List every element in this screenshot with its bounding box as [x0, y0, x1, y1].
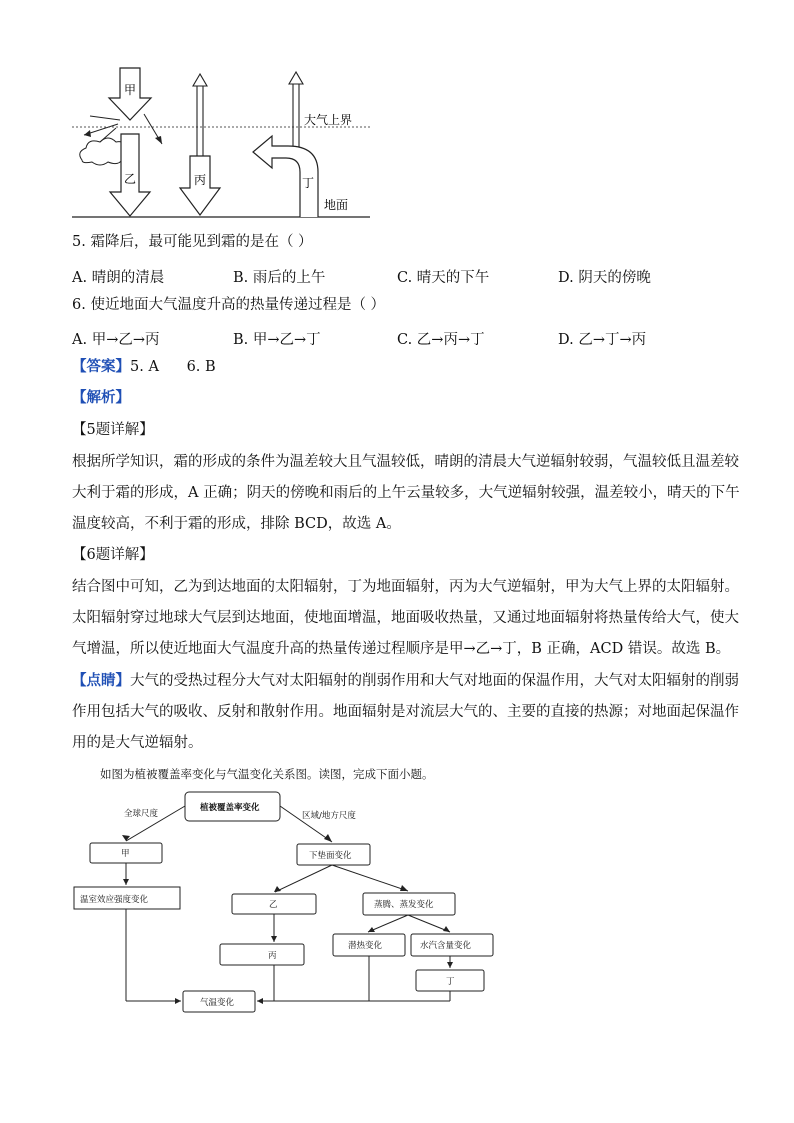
ding-label: 丁: [302, 176, 315, 190]
box-bing: [220, 944, 304, 965]
detail6-line: 气增温，所以使近地面大气温度升高的热量传递过程顺序是甲→乙→丁，B 正确，ACD 错误。故选 B。: [72, 641, 731, 657]
detail6-line: 太阳辐射穿过地球大气层到达地面，使地面增温，地面吸收热量，又通过地面辐射将热量传给大气，使大: [72, 610, 739, 626]
label-evapotranspiration: 蒸腾、蒸发变化: [374, 900, 434, 910]
label-yi: 乙: [269, 900, 278, 910]
answer-text: 5. A 6. B: [130, 359, 216, 375]
atmosphere-heating-diagram: [60, 60, 390, 225]
label-global-scale: 全球尺度: [124, 809, 159, 819]
detail6-heading: 【6题详解】: [72, 547, 154, 563]
q6-option-a[interactable]: A. 甲→乙→丙: [72, 332, 160, 348]
jia-label: 甲: [124, 83, 137, 97]
analysis-tag: 【解析】: [72, 389, 130, 406]
q6-option-d[interactable]: D. 乙→丁→丙: [558, 332, 647, 348]
tip-text: 大气的受热过程分大气对太阳辐射的削弱作用和大气对地面的保温作用，大气对太阳辐射的削弱: [130, 673, 739, 689]
intro-text: 如图为植被覆盖率变化与气温变化关系图。读图，完成下面小题。: [100, 767, 434, 781]
yi-label: 乙: [124, 172, 137, 186]
detail5-heading: 【5题详解】: [72, 422, 154, 438]
answer-line: [72, 359, 216, 375]
q5-option-a[interactable]: A. 晴朗的清晨: [72, 270, 165, 286]
bing-label: 丙: [194, 173, 207, 187]
cloud-shape: [80, 138, 127, 165]
label-greenhouse: 温室效应强度变化: [80, 895, 149, 905]
ground-label: 地面: [324, 198, 349, 212]
detail6-line: 结合图中可知，乙为到达地面的太阳辐射，丁为地面辐射，丙为大气逆辐射，甲为大气上界的太阳辐射。: [72, 579, 739, 595]
label-jia: 甲: [121, 849, 130, 859]
label-temperature: 气温变化: [200, 998, 235, 1008]
label-water-vapor: 水汽含量变化: [420, 941, 472, 951]
q6-stem: 6. 使近地面大气温度升高的热量传递过程是（ ）: [72, 297, 386, 313]
detail5-line: 温度较高，不利于霜的形成，排除 BCD，故选 A。: [72, 516, 401, 532]
label-regional-scale: 区域/地方尺度: [302, 811, 356, 821]
q5-option-c[interactable]: C. 晴天的下午: [397, 270, 490, 286]
label-underlying-surface: 下垫面变化: [309, 851, 352, 861]
label-vegetation-change: 植被覆盖率变化: [200, 803, 260, 813]
upper-boundary-label: 大气上界: [304, 113, 353, 127]
q5-option-d[interactable]: D. 阴天的傍晚: [558, 270, 651, 286]
q6-option-c[interactable]: C. 乙→丙→丁: [397, 332, 485, 348]
label-bing: 丙: [268, 951, 277, 961]
tip-tag: 【点睛】: [72, 672, 130, 689]
tip-line: 用的是大气逆辐射。: [72, 735, 203, 751]
q5-stem: 5. 霜降后，最可能见到霜的是在（ ）: [72, 234, 313, 250]
detail5-line: 根据所学知识，霜的形成的条件为温差较大且气温较低，晴朗的清晨大气逆辐射较弱，气温较低且温差较: [72, 454, 739, 470]
vegetation-flowchart: [70, 788, 510, 1018]
answer-tag: 【答案】: [72, 358, 130, 375]
detail5-line: 大利于霜的形成，A 正确；阴天的傍晚和雨后的上午云量较多，大气逆辐射较强，温差较小，晴天的下午: [72, 485, 740, 501]
label-ding: 丁: [446, 977, 455, 987]
tip-line: [72, 673, 739, 689]
label-latent-heat: 潜热变化: [348, 941, 383, 951]
q6-option-b[interactable]: B. 甲→乙→丁: [233, 332, 321, 348]
q5-option-b[interactable]: B. 雨后的上午: [233, 270, 326, 286]
tip-line: 作用包括大气的吸收、反射和散射作用。地面辐射是对流层大气的、主要的直接的热源；对地面起保温作: [72, 704, 739, 720]
